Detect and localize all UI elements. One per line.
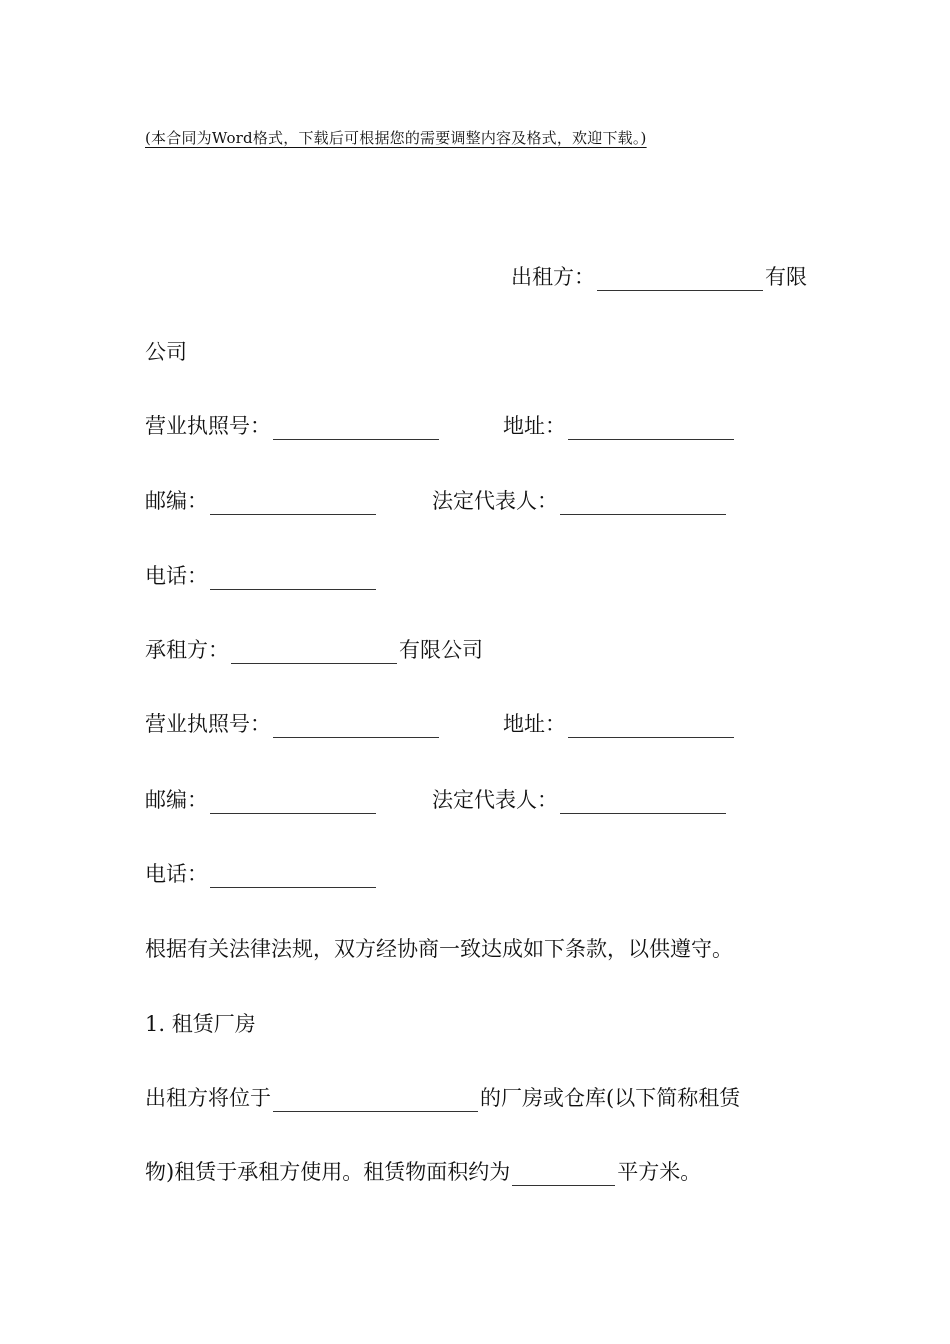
lessor-label: 出租方：: [511, 265, 595, 289]
lessor-postcode-blank[interactable]: [210, 492, 376, 515]
lessor-address-blank[interactable]: [568, 417, 734, 440]
area-blank[interactable]: [512, 1163, 615, 1186]
lessee-postcode-label: 邮编：: [145, 788, 208, 812]
lessor-legal-rep-blank[interactable]: [560, 492, 726, 515]
lessor-suffix-line: [145, 338, 810, 366]
lessor-postcode-label: 邮编：: [145, 489, 208, 513]
lessee-suffix: 有限公司: [399, 638, 483, 662]
intro-paragraph: 根据有关法律法规，双方经协商一致达成如下条款，以供遵守。: [145, 937, 733, 961]
lessor-legal-rep-group: [432, 487, 728, 515]
lessor-postcode-row: [145, 487, 810, 515]
lessee-address-blank[interactable]: [568, 715, 734, 738]
lessor-suffix-2: 公司: [145, 340, 187, 364]
lessor-line: [145, 263, 807, 291]
lessor-phone-blank[interactable]: [210, 567, 376, 590]
lessee-phone-label: 电话：: [145, 862, 208, 886]
lessee-legal-rep-group: [432, 786, 728, 814]
lessee-legal-rep-label: 法定代表人：: [432, 788, 558, 812]
section-text-b: 的厂房或仓库(以下简称租赁: [480, 1086, 741, 1110]
lessee-license-blank[interactable]: [273, 715, 439, 738]
section-text-d: 平方米。: [617, 1160, 702, 1184]
lessor-address-label: 地址：: [503, 414, 566, 438]
format-note: (本合同为Word格式，下载后可根据您的需要调整内容及格式，欢迎下载。): [145, 129, 647, 147]
lessor-phone-row: [145, 562, 810, 590]
section-text-line-1: [145, 1084, 810, 1112]
lessee-phone-blank[interactable]: [210, 865, 376, 888]
lessor-license-label: 营业执照号：: [145, 414, 271, 438]
section-text-line-2: [145, 1158, 810, 1186]
lessor-phone-label: 电话：: [145, 564, 208, 588]
section-text-a: 出租方将位于: [145, 1086, 271, 1110]
lessor-license-row: [145, 412, 810, 440]
lessor-suffix-1: 有限: [765, 265, 807, 289]
location-blank[interactable]: [273, 1089, 478, 1112]
lessee-license-row: [145, 710, 810, 738]
lessor-legal-rep-label: 法定代表人：: [432, 489, 558, 513]
lessee-postcode-blank[interactable]: [210, 791, 376, 814]
lessee-postcode-row: [145, 786, 810, 814]
section-heading: 1. 租赁厂房: [145, 1012, 256, 1036]
lessor-name-blank[interactable]: [597, 268, 763, 291]
lessee-phone-row: [145, 860, 810, 888]
lessee-name-blank[interactable]: [231, 641, 397, 664]
section-text-c: 物)租赁于承租方使用。租赁物面积约为: [145, 1160, 511, 1184]
lessee-address-label: 地址：: [503, 712, 566, 736]
lessee-legal-rep-blank[interactable]: [560, 791, 726, 814]
lessor-address-group: [503, 412, 736, 440]
lessor-license-blank[interactable]: [273, 417, 439, 440]
lessee-license-label: 营业执照号：: [145, 712, 271, 736]
lessee-line: [145, 636, 810, 664]
lessee-address-group: [503, 710, 736, 738]
lessee-label: 承租方：: [145, 638, 229, 662]
